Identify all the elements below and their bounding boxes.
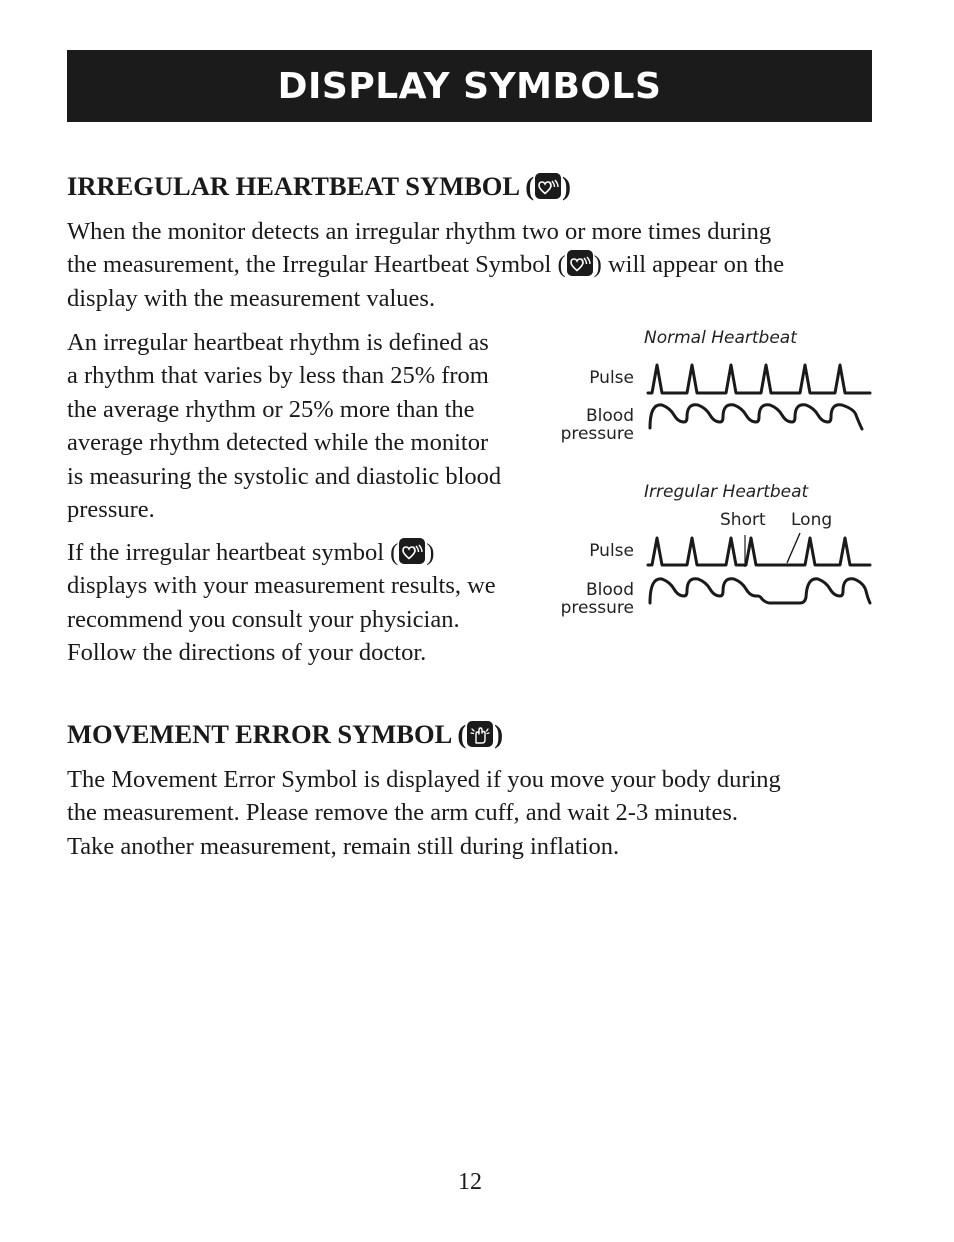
page-title: DISPLAY SYMBOLS — [277, 65, 662, 107]
heartbeat-waveform-diagram — [640, 355, 880, 615]
movement-error-icon — [467, 721, 493, 747]
normal-bp-waveform — [650, 405, 862, 429]
irregular-heartbeat-paragraph-1: When the monitor detects an irregular rhythm two or more times during the measurement, the Irregular Heartbeat Symbol ( ) will appear on the display with the measurement values. — [67, 218, 785, 312]
long-label: Long — [791, 510, 833, 530]
normal-pulse-waveform — [648, 365, 870, 393]
page-number: 12 — [458, 1169, 482, 1195]
movement-error-paragraph: The Movement Error Symbol is displayed if you move your body during the measurement. Please remove the arm cuff, and wait 2-3 minutes. Take another measurement, remain still during inflation. — [67, 766, 781, 860]
irregular-heartbeat-icon — [535, 173, 561, 199]
irregular-heartbeat-paragraph-2: An irregular heartbeat rhythm is defined as a rhythm that varies by less than 25% from the average rhythm or 25% more than the average rhythm detected while the monitor is measuring the systolic and diastolic blood pressure. — [67, 329, 502, 523]
page-title-bar — [67, 50, 872, 122]
irregular-bp-waveform — [650, 579, 870, 603]
movement-error-heading: MOVEMENT ERROR SYMBOL ( ) — [67, 719, 504, 749]
irregular-pulse-label: Pulse — [589, 541, 634, 561]
irregular-heartbeat-icon — [567, 250, 593, 276]
normal-blood-pressure-label: Blood pressure — [560, 406, 634, 444]
normal-pulse-label: Pulse — [589, 368, 634, 388]
irregular-heartbeat-label: Irregular Heartbeat — [644, 482, 809, 502]
long-indicator-line — [787, 533, 800, 563]
short-label: Short — [720, 510, 766, 530]
irregular-pulse-waveform — [648, 538, 870, 565]
irregular-heartbeat-paragraph-3: If the irregular heartbeat symbol ( ) displays with your measurement results, we recommend you consult your physician. Follow the directions of your doctor. — [67, 539, 496, 667]
irregular-heartbeat-heading: IRREGULAR HEARTBEAT SYMBOL ( ) — [67, 171, 571, 201]
irregular-heartbeat-icon — [399, 538, 425, 564]
irregular-blood-pressure-label: Blood pressure — [560, 580, 634, 618]
normal-heartbeat-label: Normal Heartbeat — [644, 328, 797, 348]
